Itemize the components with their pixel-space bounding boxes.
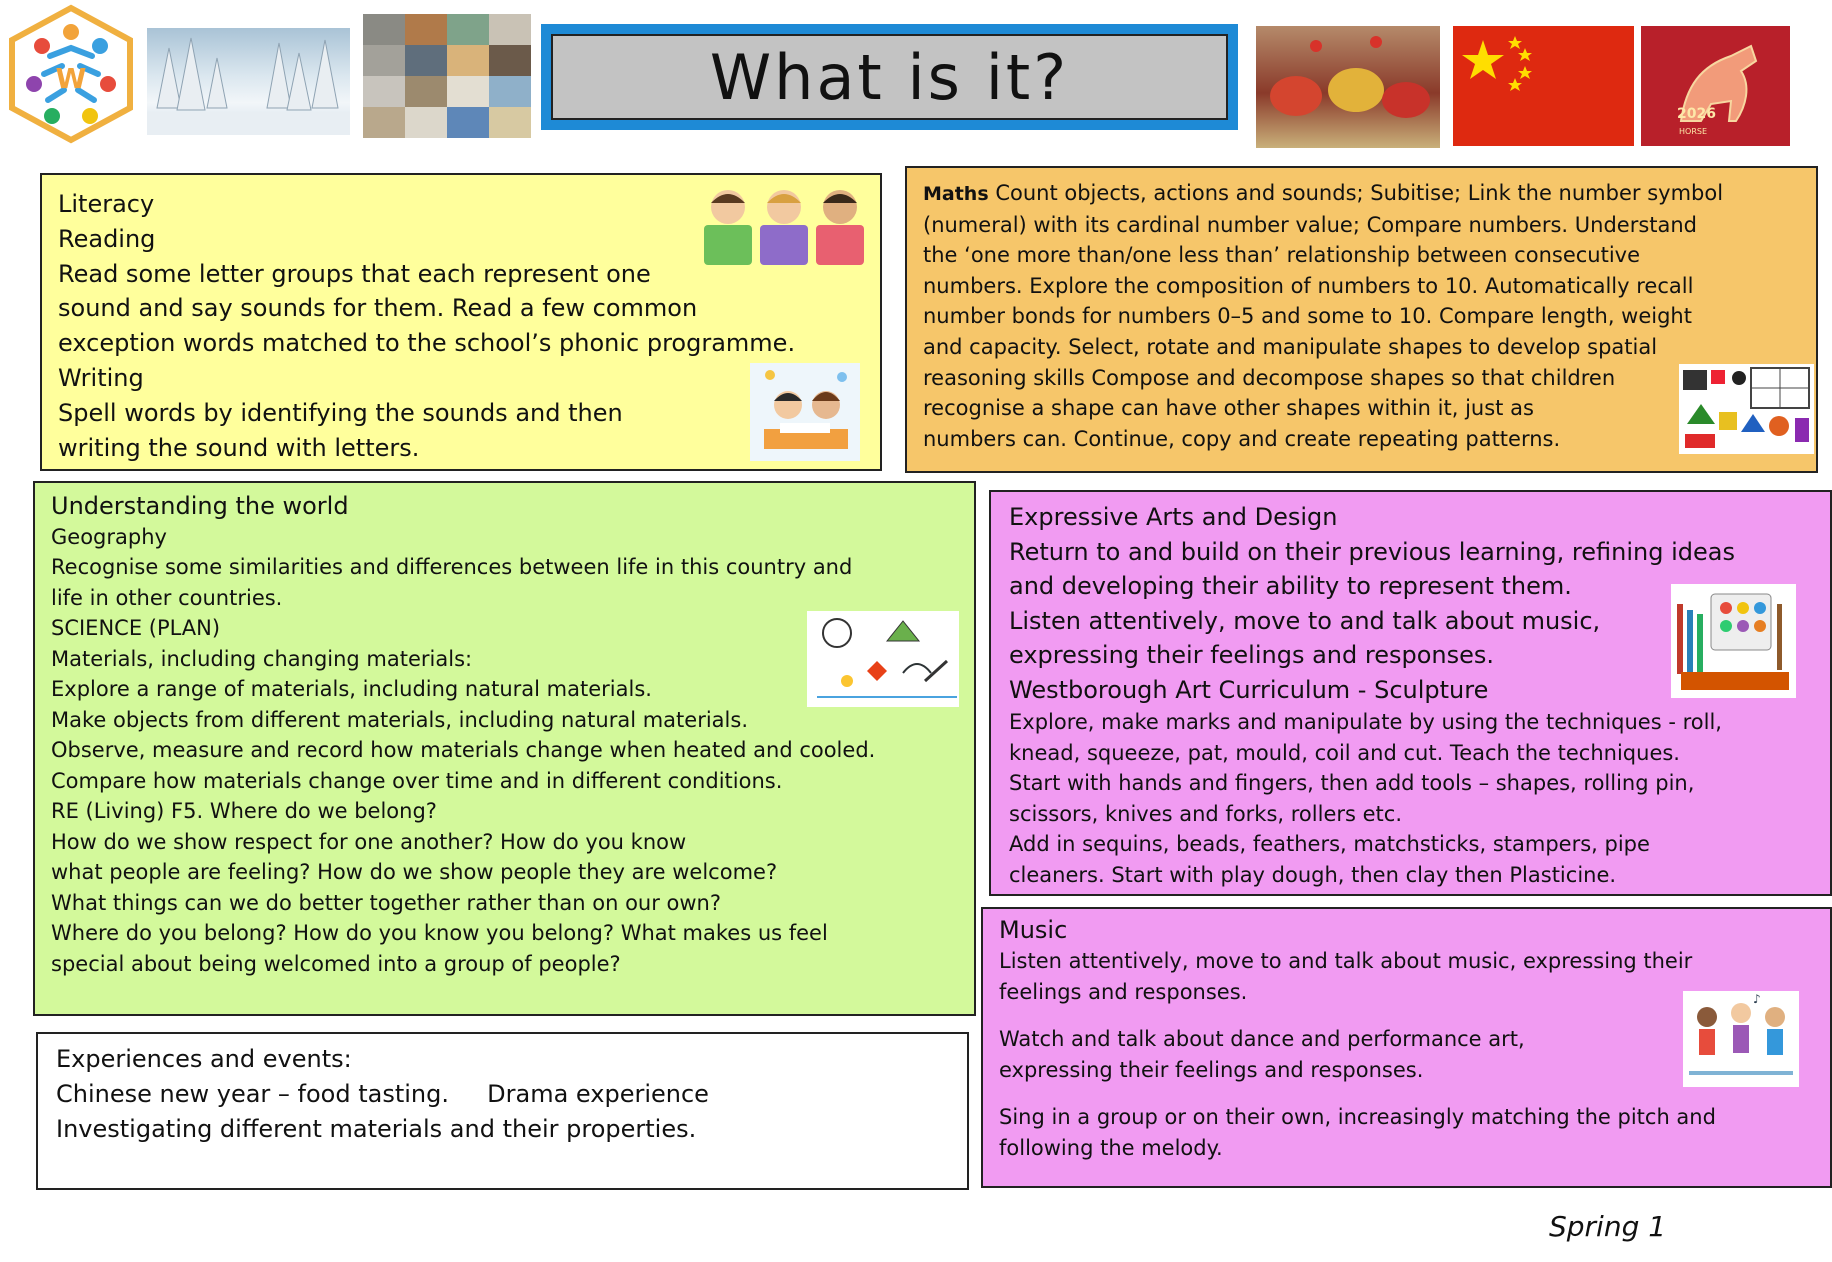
geography-text-1: Recognise some similarities and differences between life in this country and — [51, 555, 853, 579]
re-text-5: special about being welcomed into a group of people? — [51, 951, 621, 976]
maths-panel — [905, 166, 1818, 473]
literacy-panel — [40, 173, 882, 471]
writing-text-1: Spell words by identifying the sounds and then — [58, 398, 623, 427]
maths-line-8: recognise a shape can have other shapes within it, just as — [923, 396, 1534, 421]
lion-dance-photo — [1256, 26, 1440, 148]
maths-line-9: numbers can. Continue, copy and create repeating patterns. — [923, 426, 1561, 451]
reading-text-3: exception words matched to the school’s phonic programme. — [58, 329, 796, 358]
music-text-5: Sing in a group or on their own, increasingly matching the pitch and — [999, 1105, 1716, 1129]
expressive-arts-panel — [989, 490, 1832, 896]
maths-label: Maths — [923, 183, 989, 205]
materials-collage-photo — [363, 14, 531, 138]
music-heading: Music — [999, 916, 1068, 944]
china-flag — [1453, 26, 1634, 146]
music-text-6: following the melody. — [999, 1136, 1223, 1160]
arts-text-3: Listen attentively, move to and talk about music, — [1009, 606, 1601, 635]
music-text-2: feelings and responses. — [999, 980, 1248, 1004]
music-text-3: Watch and talk about dance and performance art, — [999, 1027, 1525, 1051]
children-dancing-illustration — [1683, 991, 1799, 1087]
world-heading: Understanding the world — [51, 492, 349, 520]
geography-heading: Geography — [51, 524, 167, 549]
music-note-icon: ♪ — [1753, 992, 1761, 1006]
snowy-forest-photo — [147, 28, 350, 135]
geography-text-2: life in other countries. — [51, 585, 283, 610]
re-text-3: What things can we do better together rather than on our own? — [51, 890, 722, 915]
music-panel — [981, 907, 1832, 1188]
svg-text:2026: 2026 — [1677, 106, 1716, 122]
sculpture-text-3: Start with hands and fingers, then add tools – shapes, rolling pin, — [1009, 771, 1695, 795]
experiences-panel — [36, 1032, 969, 1190]
maths-shapes-illustration — [1679, 364, 1814, 454]
experiences-heading: Experiences and events: — [56, 1045, 352, 1073]
sculpture-text-4: scissors, knives and forks, rollers etc. — [1009, 801, 1402, 826]
reading-text-1: Read some letter groups that each represent one — [58, 259, 651, 288]
geography-doodle-illustration — [807, 611, 959, 707]
maths-line-7: reasoning skills Compose and decompose shapes so that children — [923, 365, 1616, 390]
maths-line-2: (numeral) with its cardinal number value; Compare numbers. Understand — [923, 212, 1698, 237]
experiences-text-2: Investigating different materials and their properties. — [56, 1115, 697, 1143]
term-label: Spring 1 — [1549, 1210, 1667, 1243]
reading-text-2: sound and say sounds for them. Read a few common — [58, 294, 698, 323]
arts-text-1: Return to and build on their previous learning, refining ideas — [1009, 537, 1735, 566]
materials-text-3: Observe, measure and record how materials change when heated and cooled. — [51, 738, 876, 762]
materials-text-4: Compare how materials change over time and in different conditions. — [51, 768, 783, 793]
materials-text-1: Explore a range of materials, including natural materials. — [51, 677, 652, 701]
arts-text-2: and developing their ability to represent them. — [1009, 572, 1572, 600]
arts-text-4: expressing their feelings and responses. — [1009, 641, 1495, 669]
art-curriculum-heading: Westborough Art Curriculum - Sculpture — [1009, 675, 1489, 704]
svg-text:HORSE: HORSE — [1679, 127, 1708, 136]
school-logo — [4, 4, 138, 144]
maths-line-4: numbers. Explore the composition of numbers to 10. Automatically recall — [923, 273, 1694, 298]
writing-text-2: writing the sound with letters. — [58, 433, 420, 462]
page-title: What is it? — [551, 34, 1228, 120]
re-text-1: How do we show respect for one another? How do you know — [51, 829, 687, 854]
art-supplies-illustration — [1671, 584, 1796, 698]
re-heading: RE (Living) F5. Where do we belong? — [51, 799, 437, 823]
children-writing-illustration — [750, 363, 860, 461]
experiences-text-1: Chinese new year – food tasting. Drama experience — [56, 1080, 709, 1108]
logo-letter-icon: W — [55, 62, 87, 95]
children-reading-illustration — [696, 185, 871, 275]
maths-line-1: Maths Count objects, actions and sounds; Subitise; Link the number symbol — [923, 181, 1724, 205]
writing-heading: Writing — [58, 363, 144, 392]
re-text-2: what people are feeling? How do we show people they are welcome? — [51, 860, 778, 884]
sculpture-text-5: Add in sequins, beads, feathers, matchsticks, stampers, pipe — [1009, 832, 1650, 856]
re-text-4: Where do you belong? How do you know you belong? What makes us feel — [51, 921, 828, 945]
music-text-1: Listen attentively, move to and talk about music, expressing their — [999, 949, 1693, 973]
sculpture-text-2: knead, squeeze, pat, mould, coil and cut. Teach the techniques. — [1009, 740, 1680, 765]
materials-text-2: Make objects from different materials, including natural materials. — [51, 707, 748, 732]
understanding-world-panel — [33, 481, 976, 1016]
materials-heading: Materials, including changing materials: — [51, 646, 473, 671]
reading-heading: Reading — [58, 224, 156, 253]
arts-heading: Expressive Arts and Design — [1009, 503, 1338, 531]
music-text-4: expressing their feelings and responses. — [999, 1058, 1424, 1082]
maths-line-6: and capacity. Select, rotate and manipulate shapes to develop spatial — [923, 334, 1658, 359]
science-heading: SCIENCE (PLAN) — [51, 616, 221, 640]
literacy-heading: Literacy — [58, 190, 155, 218]
page-title-frame — [541, 24, 1238, 130]
maths-line-3: the ‘one more than/one less than’ relationship between consecutive — [923, 243, 1641, 268]
sculpture-text-1: Explore, make marks and manipulate by using the techniques - roll, — [1009, 710, 1722, 734]
maths-line-5: number bonds for numbers 0–5 and some to 10. Compare length, weight — [923, 304, 1692, 329]
sculpture-text-6: cleaners. Start with play dough, then clay then Plasticine. — [1009, 862, 1617, 887]
year-of-horse-card — [1641, 26, 1790, 146]
